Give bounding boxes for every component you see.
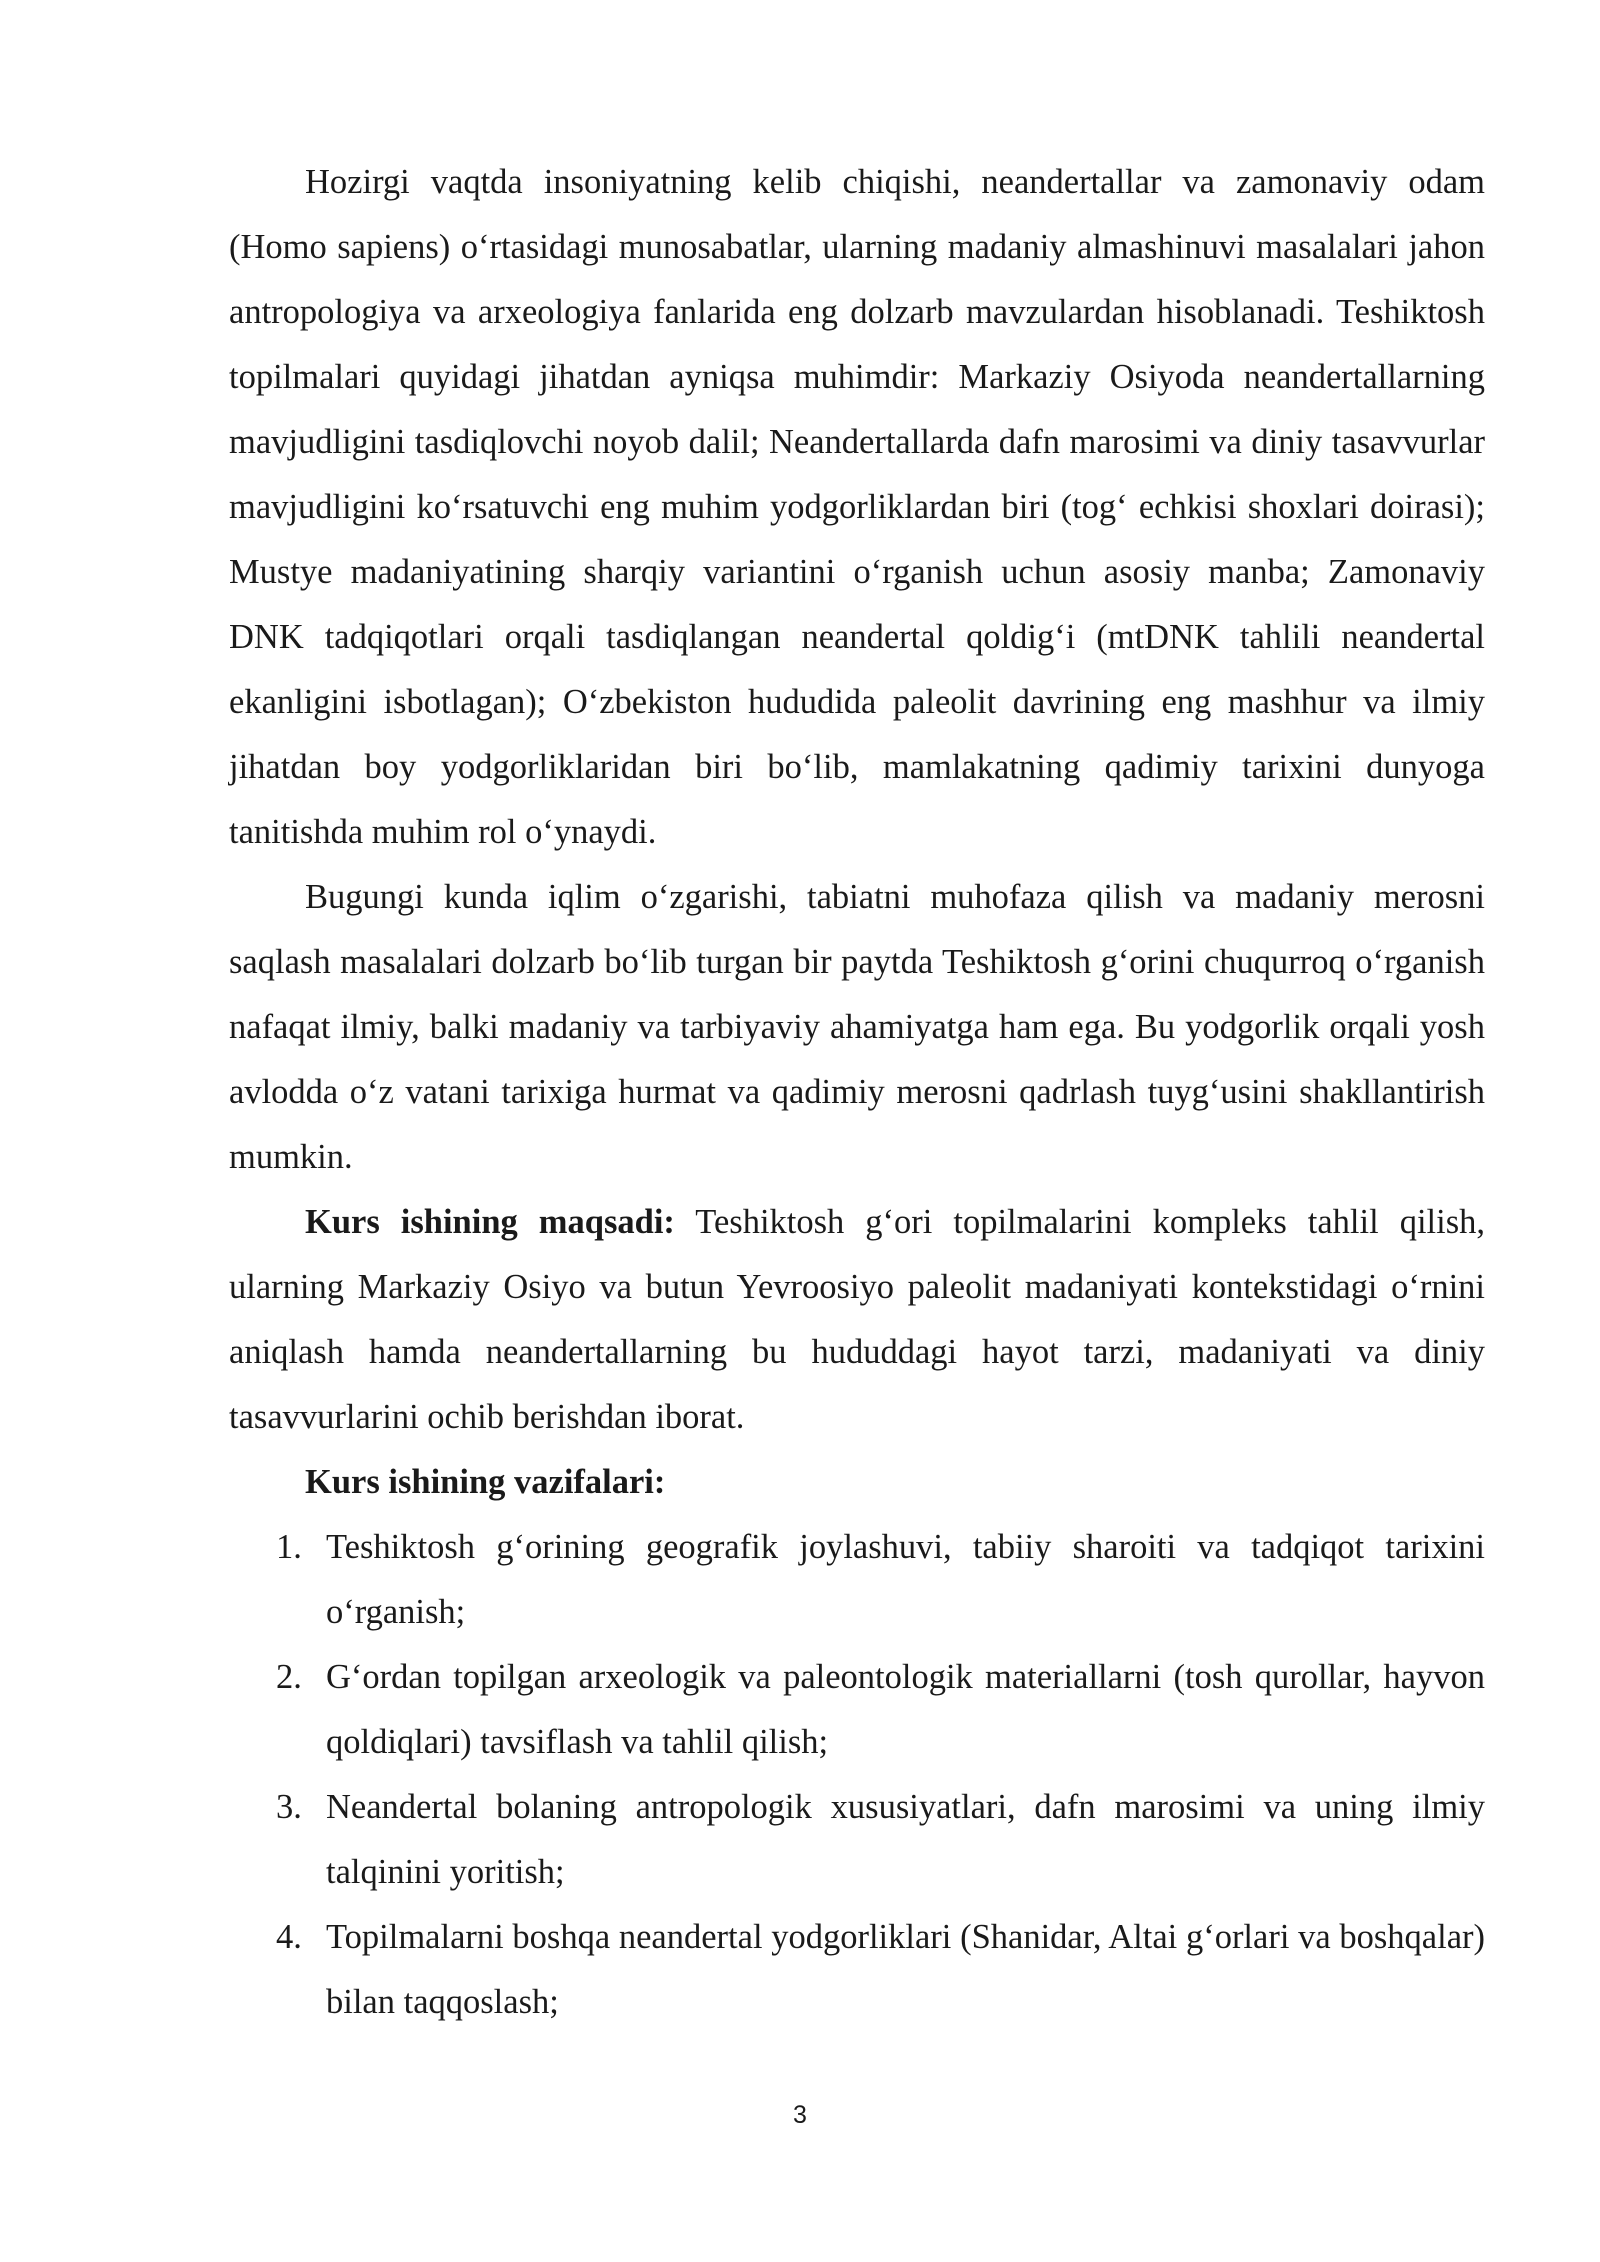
paragraph-goal bbox=[229, 1190, 1485, 1450]
task-text: Topilmalarni boshqa neandertal yodgorliklari (Shanidar, Altai g‘orlari va boshqalar) bilan taqqoslash; bbox=[326, 1918, 1485, 2021]
document-page bbox=[229, 150, 1485, 2035]
task-text: Teshiktosh g‘orining geografik joylashuvi, tabiiy sharoiti va tadqiqot tarixini o‘rganish; bbox=[326, 1528, 1485, 1631]
tasks-heading: Kurs ishining vazifalari: bbox=[305, 1463, 666, 1501]
task-item-4 bbox=[229, 1905, 1485, 2035]
task-text: Neandertal bolaning antropologik xususiyatlari, dafn marosimi va uning ilmiy talqinini yoritish; bbox=[326, 1788, 1485, 1891]
task-item-2 bbox=[229, 1645, 1485, 1775]
task-number: 2. bbox=[276, 1658, 302, 1696]
task-number: 1. bbox=[276, 1528, 302, 1566]
task-text: G‘ordan topilgan arxeologik va paleontologik materiallarni (tosh qurollar, hayvon qoldiqlari) tavsiflash va tahlil qilish; bbox=[326, 1658, 1485, 1761]
paragraph-intro: Hozirgi vaqtda insoniyatning kelib chiqishi, neandertallar va zamonaviy odam (Homo sapiens) o‘rtasidagi munosabatlar, ularning madaniy almashinuvi masalalari jahon antropologiya va arxeologiya fanlarida eng dolzarb mavzulardan hisoblanadi. Teshiktosh topilmalari quyidagi jihatdan ayniqsa muhimdir: Markaziy Osiyoda neandertallarning mavjudligini tasdiqlovchi noyob dalil; Neandertallarda dafn marosimi va diniy tasavvurlar mavjudligini ko‘rsatuvchi eng muhim yodgorliklardan biri (tog‘ echkisi shoxlari doirasi); Mustye madaniyatining sharqiy variantini o‘rganish uchun asosiy manba; Zamonaviy DNK tadqiqotlari orqali tasdiqlangan neandertal qoldig‘i (mtDNK tahlili neandertal ekanligini isbotlagan); O‘zbekiston hududida paleolit davrining eng mashhur va ilmiy jihatdan boy yodgorliklaridan biri bo‘lib, mamlakatning qadimiy tarixini dunyoga tanitishda muhim rol o‘ynaydi. bbox=[229, 163, 1485, 851]
goal-label: Kurs ishining maqsadi: bbox=[305, 1203, 675, 1241]
paragraph-relevance: Bugungi kunda iqlim o‘zgarishi, tabiatni muhofaza qilish va madaniy merosni saqlash masalalari dolzarb bo‘lib turgan bir paytda Teshiktosh g‘orini chuqurroq o‘rganish nafaqat ilmiy, balki madaniy va tarbiyaviy ahamiyatga ham ega. Bu yodgorlik orqali yosh avlodda o‘z vatani tarixiga hurmat va qadimiy merosni qadrlash tuyg‘usini shakllantirish mumkin. bbox=[229, 878, 1485, 1176]
goal-text: Teshiktosh g‘ori topilmalarini kompleks tahlil qilish, ularning Markaziy Osiyo va butun Yevroosiyo paleolit madaniyati kontekstidagi o‘rnini aniqlash hamda neandertallarning bu hududdagi hayot tarzi, madaniyati va diniy tasavvurlarini ochib berishdan iborat. bbox=[229, 1203, 1485, 1436]
task-item-1 bbox=[229, 1515, 1485, 1645]
page-number: 3 bbox=[793, 2101, 807, 2129]
task-item-3 bbox=[229, 1775, 1485, 1905]
task-number: 4. bbox=[276, 1918, 302, 1956]
task-number: 3. bbox=[276, 1788, 302, 1826]
tasks-list bbox=[229, 1515, 1485, 2035]
